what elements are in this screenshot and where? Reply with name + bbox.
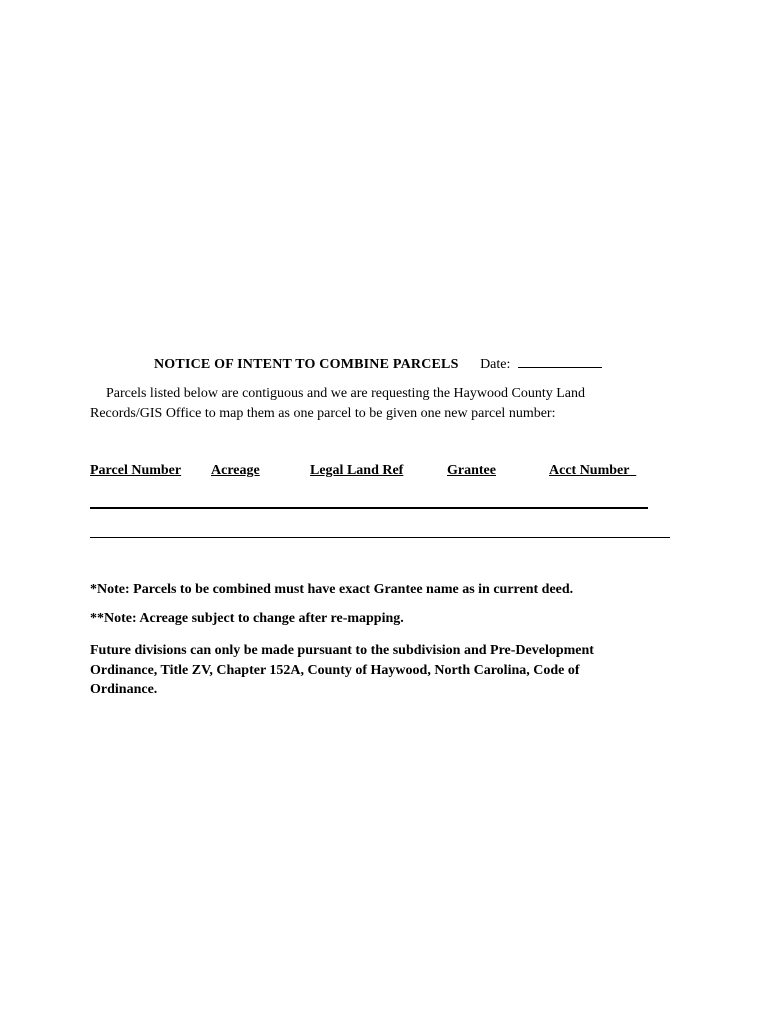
note-acreage: **Note: Acreage subject to change after re-mapping. [90, 611, 404, 626]
title-line [154, 355, 602, 373]
date-blank-line [518, 355, 602, 368]
column-header-parcel-number: Parcel Number [90, 463, 182, 478]
date-label: Date: [480, 357, 511, 372]
note-grantee-name: *Note: Parcels to be combined must have exact Grantee name as in current deed. [90, 582, 574, 597]
document-title: NOTICE OF INTENT TO COMBINE PARCELS [154, 357, 459, 372]
entry-line-1 [90, 507, 648, 509]
column-header-grantee: Grantee [447, 463, 496, 478]
column-header-legal-land-ref: Legal Land Ref [310, 463, 404, 478]
entry-line-2 [90, 537, 670, 538]
column-header-acct-number: Acct Number [549, 463, 637, 478]
intro-paragraph: Parcels listed below are contiguous and we are requesting the Haywood County Land Records/GIS Office to map them as one parcel to be given one new parcel number: [90, 386, 585, 421]
column-header-acreage: Acreage [211, 463, 260, 478]
note-future-divisions: Future divisions can only be made pursuant to the subdivision and Pre-Development Ordinance, Title ZV, Chapter 152A, County of Haywood, North Carolina, Code of Ordinance. [90, 643, 594, 697]
